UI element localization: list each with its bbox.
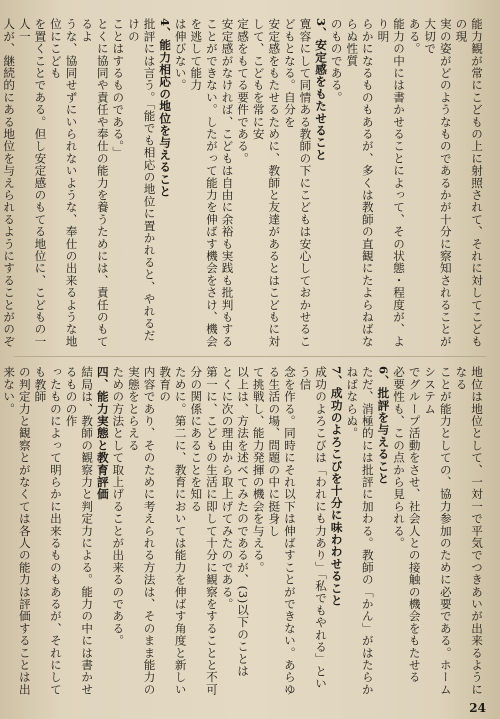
paragraph: うな、協同せずにいられないような、奉仕の出来るような地位にこども [48, 18, 79, 348]
section-heading: 6、批評を与えること [376, 366, 391, 485]
paragraph: て挑戦し、能力発揮の機会を与える。 [251, 366, 266, 574]
paragraph: 安定感がなければ、こどもは自由に余裕も実践も批判もすることができない。したがって能力を伸ばす機会をさけ、機会を逃して能力 [189, 18, 235, 348]
paragraph: ための方法として取上げることが出来るのである。 [111, 366, 126, 647]
paragraph: 定感をもてる要件である。 [236, 18, 251, 165]
paragraph: でグループ活動をさせ、社会人との接触の機会をもたせる [407, 366, 422, 684]
paragraph: 結局は、教師の観察力と判定力による。能力の中には書かせるものの作 [64, 366, 95, 696]
paragraph: 実の姿がどのようなものであるかが十分に察知されることが大切で [423, 18, 453, 348]
paragraph: とくに次の理由から取上げてみたのである。 [220, 366, 235, 610]
paragraph: らかになるものもあるが、多くは教師の直観にたよらねばならぬ性質 [345, 18, 375, 348]
bottom-text-column [2, 366, 484, 696]
paragraph: 内容であり、そのために考えられる方法は、そのまま能力の実態をとらえる [126, 366, 157, 696]
paragraph [0, 366, 1, 696]
top-text-column [2, 18, 484, 350]
paragraph: 安定感をもたせるために、教師と友達があるとはこどもに対して、こどもを常に安 [251, 18, 282, 348]
section-heading: 四、能力実態と教育評価 [95, 366, 110, 501]
paragraph: 成功のよろこびは「われにも力あり」「私でもやれる」という信 [298, 366, 329, 690]
paragraph: ただ、消極的には批評に加わる。教師の「かん」がはたらか [360, 366, 375, 696]
paragraph: 以上は、方法を述べてみたのであるが、(3)以下のことは [236, 366, 251, 678]
paragraph: 批評には言う。「能でも相応の地位に置かれると、やれるだけの [126, 18, 157, 342]
paragraph: ことはするものである。」 [111, 18, 126, 159]
paragraph: 第一に、こどもの生活に即して十分に観察をすることと不可分の関係にあることを知る [189, 366, 219, 696]
column-divider [14, 356, 486, 357]
paragraph: とくに協同や責任や奉仕の能力を養うためには、責任のもてるよ [80, 18, 110, 348]
section-heading: 4、能力相応の地位を与えること [158, 18, 173, 198]
paragraph: ったものによって明らかに出来るものもあるが、それにしても教師 [33, 366, 63, 696]
paragraph: ために。第二に、教育においては能力を伸ばす角度と新しい教育の [158, 366, 188, 696]
paragraph: 能力観が常にこどもの上に射照されて、それに対してこどもの現 [454, 18, 484, 348]
section-heading: 7、成功のよろこびを十分に味わわせること [329, 366, 344, 607]
paragraph: 念を作る。同時にそれ以下は伸ばすことができない。あらゆる生活の場、問題の中に挺身し [267, 366, 297, 696]
paragraph: 人が、継続的にある地位を与えられるようにすることがのぞ [2, 18, 17, 348]
paragraph: 必要性も、この点から見られる。 [392, 366, 407, 549]
paragraph: を置くことである。但し安定感のもてる地位に、こどもの一人一 [17, 18, 48, 348]
paragraph: の判定力と観察とがなくては各人の能力は評価することは出来ない。 [2, 366, 32, 696]
paragraph: ことが能力としての、協力参加のために必要である。ホームシステム [423, 366, 453, 696]
paragraph: 寛容にして同情ある教師の下にこどもは安心しておかせるこどもとなる。自分を [282, 18, 313, 348]
paragraph: は伸びない。 [173, 18, 188, 92]
paragraph: のものである。 [329, 18, 344, 104]
paragraph: 能力の中には書かせることによって、その状態・程度が、より明 [376, 18, 407, 348]
section-heading: 3、安定感をもたせること [314, 18, 329, 161]
paragraph: 地位は地位として、一対一で平気でつきあいが出来るようになる [454, 366, 484, 696]
page-number: 24 [469, 701, 486, 715]
paragraph: ねばならぬ。 [345, 366, 360, 440]
paragraph: ある。 [407, 18, 422, 55]
